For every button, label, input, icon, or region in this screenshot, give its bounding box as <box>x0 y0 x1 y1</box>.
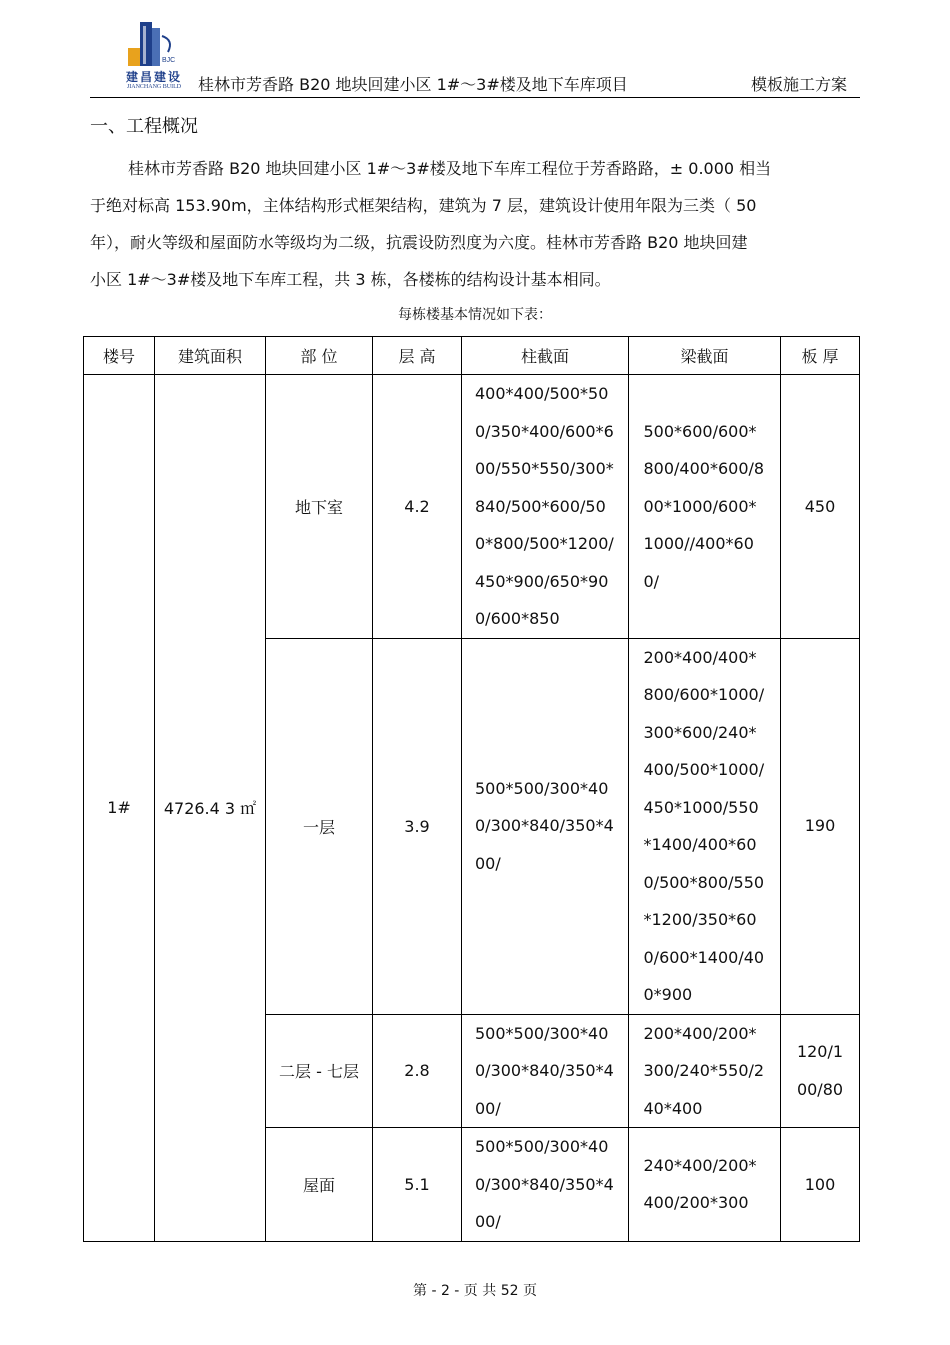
header-building: 楼号 <box>84 337 155 375</box>
header-divider <box>90 97 860 98</box>
part-cell: 二层 - 七层 <box>266 1014 373 1128</box>
header-slab-thickness: 板 厚 <box>781 337 860 375</box>
column-section-cell: 500*500/300*400/300*840/350*400/ <box>462 638 629 1014</box>
company-logo <box>118 18 190 94</box>
slab-thickness-cell: 450 <box>781 375 860 639</box>
beam-section-cell: 200*400/200*300/240*550/240*400 <box>629 1014 781 1128</box>
slab-thickness-cell: 120/100/80 <box>781 1014 860 1128</box>
header-part: 部 位 <box>266 337 373 375</box>
slab-thickness-cell: 190 <box>781 638 860 1014</box>
beam-section-cell: 200*400/400*800/600*1000/300*600/240*400/500*1000/450*1000/550*1400/400*600/500*800/550*1200/350*600/600*1400/400*900 <box>629 638 781 1014</box>
building-number-cell: 1# <box>84 375 155 1242</box>
height-cell: 5.1 <box>373 1128 462 1242</box>
page-number-footer: 第 - 2 - 页 共 52 页 <box>413 1283 537 1299</box>
height-cell: 4.2 <box>373 375 462 639</box>
header-height: 层 高 <box>373 337 462 375</box>
building-area-cell: 4726.4 3 ㎡ <box>155 375 266 1242</box>
overview-paragraph <box>90 150 860 298</box>
column-section-cell: 500*500/300*400/300*840/350*400/ <box>462 1014 629 1128</box>
logo-chinese-name: 建昌建设 <box>125 70 182 84</box>
document-header-title: 桂林市芳香路 B20 地块回建小区 1#～3#楼及地下车库项目 <box>198 75 628 94</box>
paragraph-line: 于绝对标高 153.90m，主体结构形式框架结构，建筑为 7 层，建筑设计使用年限为三类（ 50 <box>90 196 757 215</box>
part-cell: 屋面 <box>266 1128 373 1242</box>
beam-section-cell: 240*400/200*400/200*300 <box>629 1128 781 1242</box>
section-title: 一、工程概况 <box>90 116 198 137</box>
height-cell: 2.8 <box>373 1014 462 1128</box>
logo-english-name: JIANCHANG BUILD <box>126 84 182 90</box>
paragraph-line: 小区 1#～3#楼及地下车库工程，共 3 栋，各楼栋的结构设计基本相同。 <box>90 270 611 289</box>
table-row <box>84 375 860 639</box>
paragraph-line: 桂林市芳香路 B20 地块回建小区 1#～3#楼及地下车库工程位于芳香路路，± 0.000 相当 <box>128 159 772 178</box>
slab-thickness-cell: 100 <box>781 1128 860 1242</box>
beam-section-cell: 500*600/600*800/400*600/800*1000/600*1000//400*600/ <box>629 375 781 639</box>
building-logo-icon <box>118 18 190 68</box>
svg-text:BJC: BJC <box>162 57 176 64</box>
header-column-section: 柱截面 <box>462 337 629 375</box>
document-header-right: 模板施工方案 <box>750 75 847 94</box>
column-section-cell: 400*400/500*500/350*400/600*600/550*550/300*840/500*600/500*800/500*1200/450*900/650*900/600*850 <box>462 375 629 639</box>
table-header-row <box>84 337 860 375</box>
paragraph-line: 年），耐火等级和屋面防水等级均为二级，抗震设防烈度为六度。桂林市芳香路 B20 地块回建 <box>90 233 748 252</box>
part-cell: 一层 <box>266 638 373 1014</box>
height-cell: 3.9 <box>373 638 462 1014</box>
header-area: 建筑面积 <box>155 337 266 375</box>
column-section-cell: 500*500/300*400/300*840/350*400/ <box>462 1128 629 1242</box>
building-info-table <box>83 336 860 1242</box>
header-beam-section: 梁截面 <box>629 337 781 375</box>
table-caption: 每栋楼基本情况如下表： <box>398 307 552 323</box>
part-cell: 地下室 <box>266 375 373 639</box>
